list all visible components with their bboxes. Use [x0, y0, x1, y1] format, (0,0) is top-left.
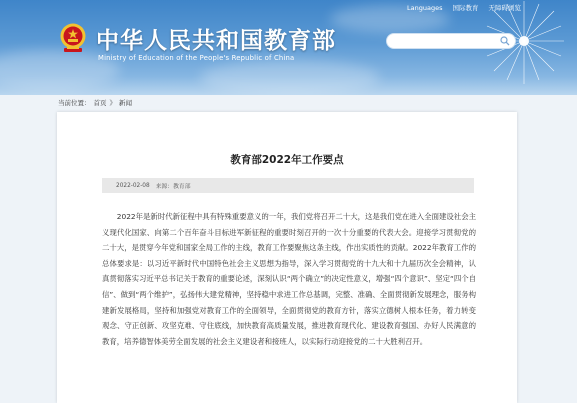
accessibility-link[interactable]: 无障碍浏览	[488, 4, 521, 12]
breadcrumb-news-link[interactable]: 新闻	[119, 99, 132, 107]
site-subtitle: Ministry of Education of the People's Republic of China	[98, 54, 295, 62]
site-title[interactable]: 中华人民共和国教育部	[96, 28, 336, 54]
site-header	[0, 0, 577, 95]
breadcrumb-separator: 》	[109, 99, 116, 107]
breadcrumb-home-link[interactable]: 首页	[93, 99, 107, 107]
article-meta	[102, 178, 474, 193]
search-icon[interactable]	[500, 36, 510, 46]
article-panel	[57, 112, 517, 403]
article-body: 2022年是新时代新征程中具有特殊重要意义的一年，我们党将召开二十大，这是我们党在进入全面建设社会主义现代化国家、向第二个百年奋斗目标进军新征程的重要时刻召开的一次十分重要的代表大会。迎接学习贯彻党的二十大，是贯穿今年党和国家全局工作的主线，教育工作要聚焦这条主线，作出实质性的贡献。2022年教育工作的总体要求是：以习近平新时代中国特色社会主义思想为指导，深入学习贯彻党的十九大和十九届历次全会精神，认真贯彻落实习近平总书记关于教育的重要论述，深刻认识“两个确立”的决定性意义，增强“四个意识”、坚定“四个自信”、做到“两个维护”，弘扬伟大建党精神，坚持稳中求进工作总基调，完整、准确、全面贯彻新发展理念，服务构建新发展格局，坚持和加强党对教育工作的全面领导，全面贯彻党的教育方针，落实立德树人根本任务，着力转变观念、守正创新、攻坚克难、守住底线，加快教育高质量发展，推进教育现代化、建设教育强国、办好人民满意的教育，培养德智体美劳全面发展的社会主义建设者和接班人，以实际行动迎接党的二十大胜利召开。	[102, 212, 476, 346]
breadcrumb-label: 当前位置：	[58, 99, 91, 107]
article-source: 来源：教育部	[155, 184, 191, 190]
international-education-link[interactable]: 国际教育	[452, 4, 479, 12]
article-title: 教育部2022年工作要点	[230, 154, 344, 166]
article-date: 2022-02-08	[116, 182, 150, 189]
search-input[interactable]	[386, 33, 516, 49]
top-links	[407, 3, 521, 12]
national-emblem-icon[interactable]	[58, 22, 88, 54]
cloud-decoration	[200, 60, 380, 95]
languages-link[interactable]: Languages	[407, 3, 443, 12]
breadcrumb	[58, 98, 132, 107]
